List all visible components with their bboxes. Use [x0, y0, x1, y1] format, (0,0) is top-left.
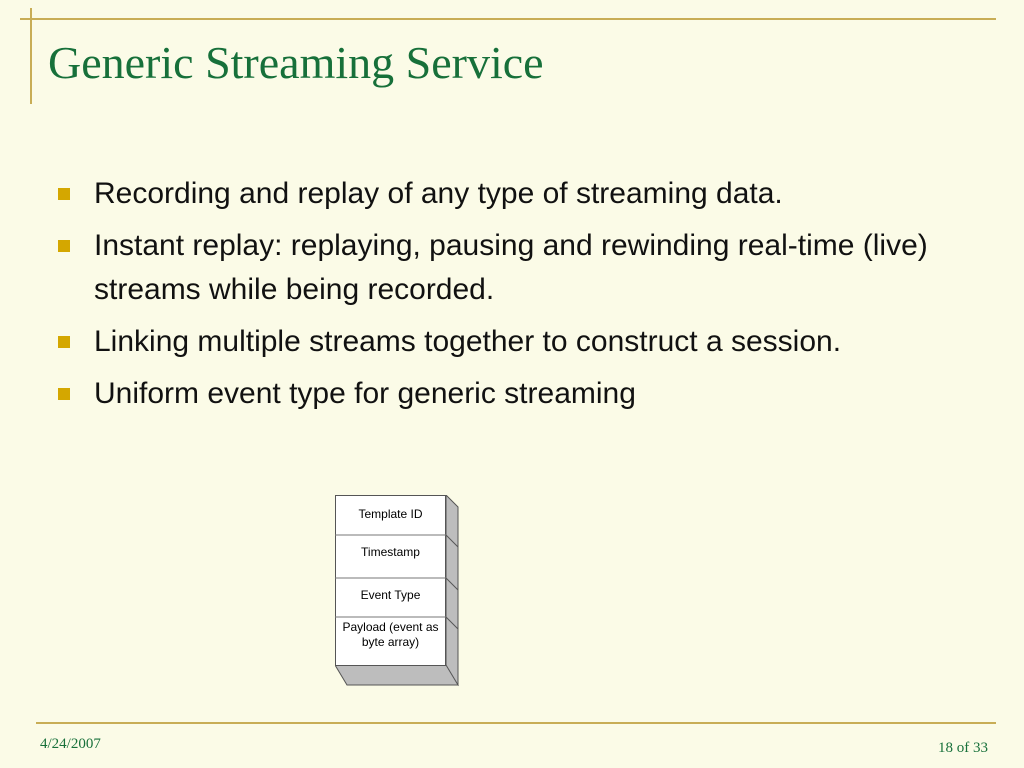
square-bullet-icon — [58, 336, 70, 348]
square-bullet-icon — [58, 188, 70, 200]
bullet-text: Linking multiple streams together to construct a session. — [94, 325, 842, 358]
event-type-field: Event Type — [360, 588, 421, 602]
payload-field: Payload (event as byte array) — [342, 620, 439, 649]
timestamp-field: Timestamp — [361, 545, 420, 559]
bullet-text: Instant replay: replaying, pausing and rewinding real-time (live) streams while being recorded. — [94, 229, 928, 306]
square-bullet-icon — [58, 240, 70, 252]
top-rule — [20, 18, 996, 20]
bottom-rule — [36, 722, 996, 724]
bullet-text: Recording and replay of any type of streaming data. — [94, 177, 783, 210]
slide-title: Generic Streaming Service — [48, 37, 544, 88]
template-id-field: Template ID — [358, 507, 423, 521]
bullet-item — [58, 172, 978, 216]
bullet-item — [58, 372, 978, 416]
square-bullet-icon — [58, 388, 70, 400]
bullet-item — [58, 224, 978, 312]
left-rule — [30, 8, 32, 104]
bullet-item — [58, 320, 978, 364]
bullet-text: Uniform event type for generic streaming — [94, 377, 636, 410]
slide-number: 18 of 33 — [938, 740, 988, 756]
footer-date: 4/24/2007 — [40, 736, 101, 752]
bullet-list — [58, 172, 978, 424]
event-structure-diagram — [335, 495, 460, 690]
